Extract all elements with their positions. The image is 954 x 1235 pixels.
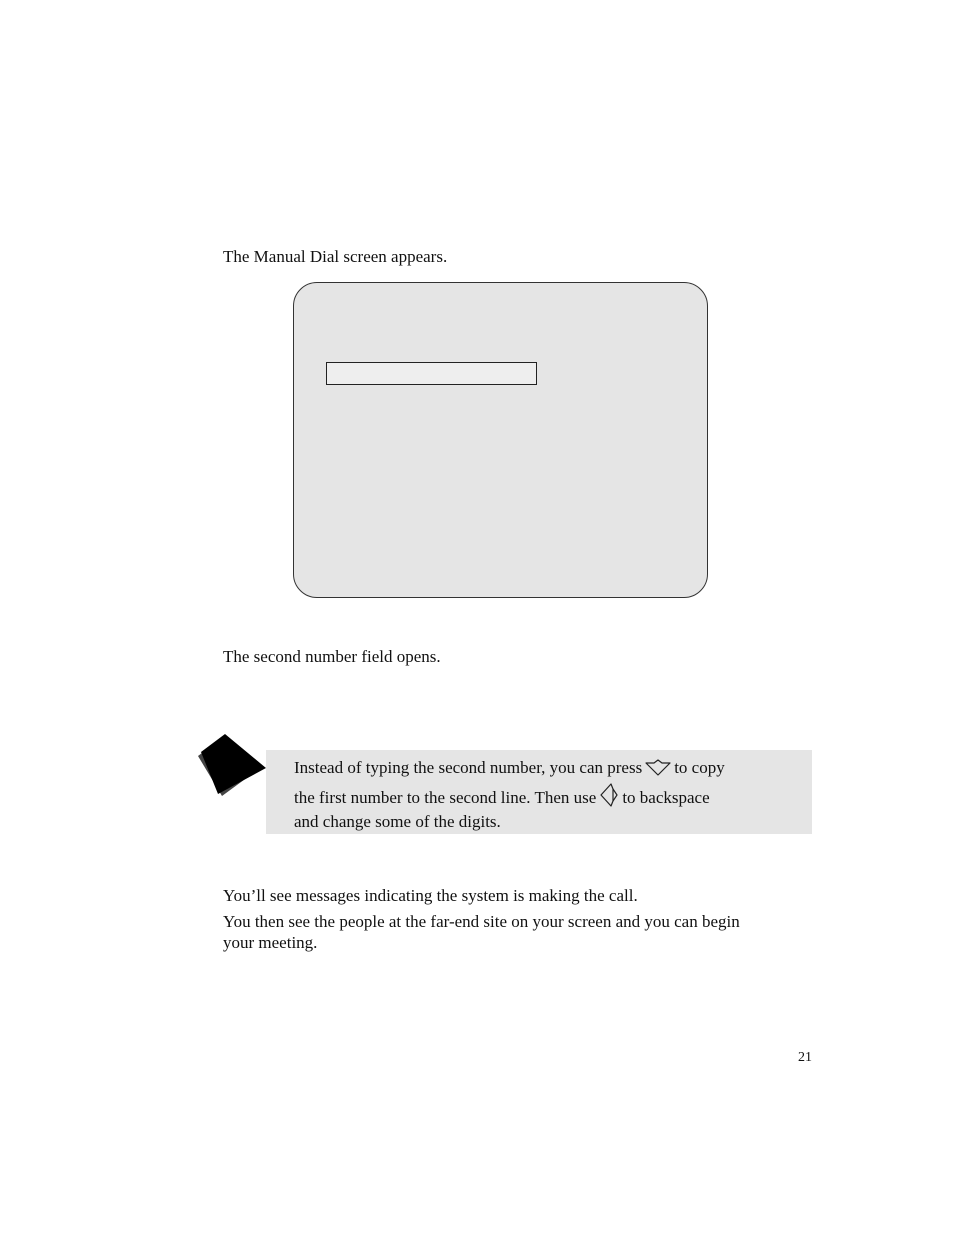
page-number: 21: [798, 1050, 812, 1065]
note-text: [294, 758, 794, 833]
manual-dial-caption: The Manual Dial screen appears.: [223, 247, 448, 266]
second-field-caption: The second number field opens.: [223, 647, 441, 666]
note-box: [266, 750, 812, 834]
far-end-paragraph: [223, 911, 740, 953]
number-field: [326, 362, 537, 385]
messages-paragraph: You’ll see messages indicating the system is making the call.: [223, 886, 638, 905]
note-line1-end: to copy: [674, 758, 725, 777]
down-arrow-key-icon: [645, 759, 671, 783]
note-line2-end: to backspace: [622, 787, 710, 807]
note-line2-start: the first number to the second line. Then use: [294, 787, 597, 807]
far-end-line2: your meeting.: [223, 933, 318, 952]
note-line1-start: Instead of typing the second number, you can press: [294, 758, 643, 777]
left-arrow-key-icon: [599, 783, 619, 813]
note-icon: [196, 732, 268, 800]
manual-dial-screen-illustration: [293, 282, 708, 598]
far-end-line1: You then see the people at the far-end site on your screen and you can begin: [223, 912, 740, 931]
note-line3: and change some of the digits.: [294, 812, 501, 831]
